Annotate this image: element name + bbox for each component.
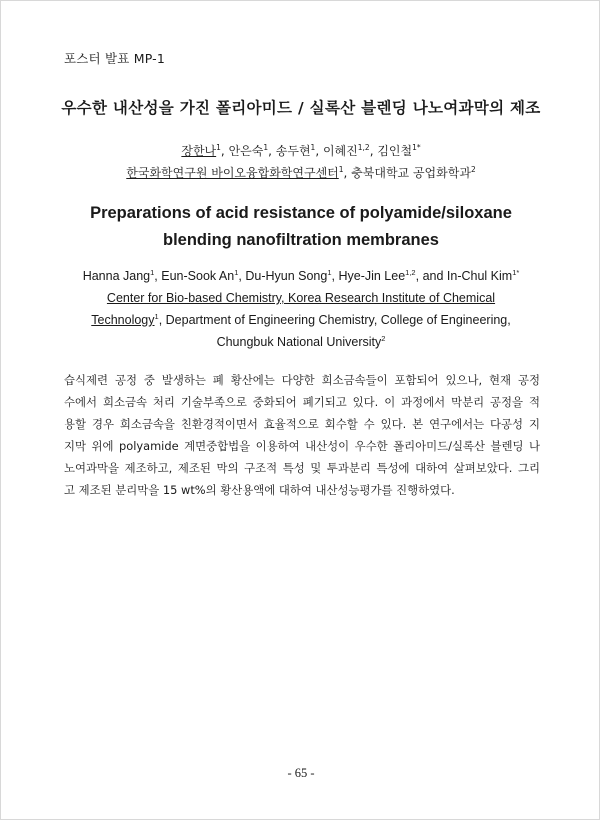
korean-affiliations: 한국화학연구원 바이오융합화학연구센터$^1$, 충북대학교 공업화학과$^2$ (126, 165, 476, 180)
abstract-line: 수에서 희소금속 처리 기술부족으로 중화되어 폐기되고 있다. 이 과정에서 막분리 공정을 적 (64, 395, 540, 409)
english-author: Hye-Jin Lee$^{1,2}$ (338, 267, 416, 283)
korean-affiliation: 충북대학교 공업화학과$^2$ (351, 165, 476, 180)
abstract-line: 습식제련 공정 중 발생하는 폐 황산에는 다양한 희소금속들이 포함되어 있으나, 현재 공정 (64, 373, 540, 387)
english-title-line: blending nanofiltration membranes (163, 231, 439, 249)
korean-author: 김인철$^{1*}$ (377, 143, 421, 158)
korean-authors-block (1, 140, 600, 184)
korean-author: 송두현$^1$ (275, 143, 316, 158)
abstract-line: 노여과막을 제조하고, 제조된 막의 구조적 특성 및 투과분리 특성에 대하여 살펴보았다. 그리 (64, 461, 540, 475)
korean-author: 장한나$^1$ (181, 143, 221, 158)
abstract-paragraph (64, 369, 540, 501)
abstract-line: 고 제조된 분리막을 15 wt%의 황산용액에 대하여 내산성능평가를 진행하였다. (64, 483, 455, 497)
english-affiliation: Department of Engineering Chemistry, College of Engineering, Chungbuk National University$^2$ (165, 313, 511, 349)
abstract-line: 용할 경우 희소금속을 친환경적이면서 효율적으로 회수할 수 있다. 본 연구에서는 다공성 지 (64, 417, 540, 431)
korean-affiliation: 한국화학연구원 바이오융합화학연구센터$^1$ (126, 165, 344, 180)
english-title-line: Preparations of acid resistance of polyamide/siloxane (90, 204, 512, 222)
korean-title: 우수한 내산성을 가진 폴리아미드 / 실록산 블렌딩 나노여과막의 제조 (61, 99, 541, 117)
english-affiliations: Center for Bio-based Chemistry, Korea Research Institute of Chemical Technology$^1$, Department of Engineering Chemistry, College of Engineering, Chungbuk National University$^2$ (91, 291, 511, 349)
english-author: Du-Hyun Song$^1$ (245, 267, 332, 283)
page-number: - 65 - (287, 766, 315, 780)
english-author: Hanna Jang$^1$ (82, 267, 155, 283)
korean-author-list: 장한나$^1$, 안은숙$^1$, 송두현$^1$, 이혜진$^{1,2}$, 김인철$^{1*}$ (181, 143, 421, 158)
korean-author: 안은숙$^1$ (228, 143, 269, 158)
english-author: In-Chul Kim$^{1*}$ (446, 267, 520, 283)
and-connector: and (422, 269, 444, 283)
english-affiliation: Center for Bio-based Chemistry, Korea Research Institute of Chemical Technology$^1$ (91, 291, 496, 327)
english-title (1, 200, 600, 254)
session-label: 포스터 발표 MP-1 (64, 51, 166, 66)
english-author-list: Hanna Jang$^1$, Eun-Sook An$^1$, Du-Hyun Song$^1$, Hye-Jin Lee$^{1,2}$, and In-Chul Kim$^{1*}$ (82, 267, 520, 283)
korean-author: 이혜진$^{1,2}$ (322, 143, 370, 158)
abstract-line: 지막 위에 polyamide 계면중합법을 이용하여 내산성이 우수한 폴리아미드/실록산 블렌딩 나 (64, 439, 540, 453)
english-author: Eun-Sook An$^1$ (161, 267, 239, 283)
